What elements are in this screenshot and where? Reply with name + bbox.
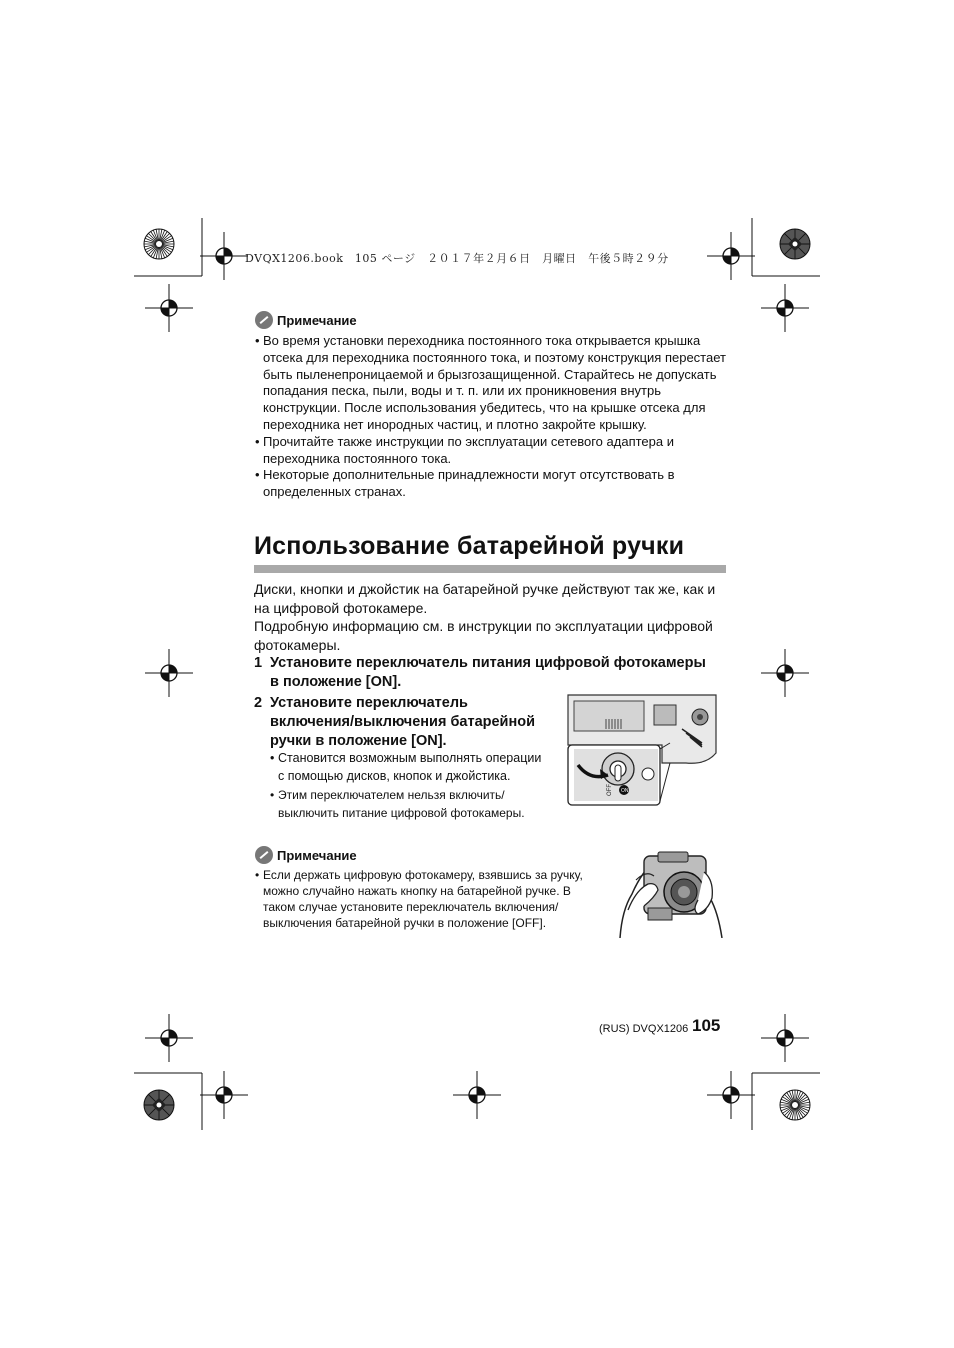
switch-off-label: OFF — [607, 784, 613, 796]
list-item: • Этим переключателем нельзя включить/выключить питание цифровой фотокамеры. — [270, 787, 550, 822]
pencil-note-icon — [255, 846, 273, 864]
footer-doc-code: (RUS) DVQX1206 — [599, 1023, 689, 1035]
note-block-1 — [255, 311, 727, 501]
note-block-2 — [255, 846, 605, 931]
page-number: 105 — [692, 1016, 721, 1035]
step-2-notes — [270, 750, 550, 824]
step-number: 2 — [254, 695, 263, 711]
intro-paragraph: Диски, кнопки и джойстик на батарейной ручке действуют так же, как и на цифровой фотокамере. — [254, 581, 716, 616]
list-item: • Прочитайте также инструкции по эксплуатации сетевого адаптера и переходника постоянного тока. — [255, 434, 727, 468]
list-item: • Если держать цифровую фотокамеру, взявшись за ручку, можно случайно нажать кнопку на батарейной ручке. В таком случае установите переключатель включения/выключения батарейной ручки в положение [OFF]. — [255, 867, 605, 931]
switch-on-label: ON — [621, 788, 629, 794]
section-title: Использование батарейной ручки — [254, 532, 685, 560]
note-title: Примечание — [277, 312, 357, 328]
note-title: Примечание — [277, 847, 357, 863]
note-list — [255, 333, 727, 501]
step-1 — [254, 654, 714, 692]
step-text: Установите переключатель включения/выключения батарейной ручки в положение [ON]. — [270, 695, 536, 749]
title-underline-bar — [254, 565, 726, 573]
note-list — [255, 867, 605, 931]
pencil-note-icon — [255, 311, 273, 329]
step-text: Установите переключатель питания цифровой фотокамеры в положение [ON]. — [270, 655, 706, 690]
section-intro — [254, 580, 726, 654]
print-header: DVQX1206.book 105 ページ ２０１７年２月６日 月曜日 午後５時２９分 — [245, 252, 669, 265]
list-item: • Во время установки переходника постоянного тока открывается крышка отсека для переходника постоянного тока, и поэтому конструкция перестает быть пыленепроницаемой и брызгозащищенной. Старайтесь не допускать попадания песка, пыли, воды и т. п. или их проникновения внутрь конструкции. После использования убедитесь, что на крышке отсека для переходника нет инородных частиц, и плотно закройте крышку. — [255, 333, 727, 434]
grip-switch-illustration — [566, 693, 718, 807]
list-item: • Некоторые дополнительные принадлежности могут отсутствовать в определенных странах. — [255, 467, 727, 501]
hands-holding-camera-illustration — [618, 850, 726, 938]
intro-paragraph: Подробную информацию см. в инструкции по эксплуатации цифровой фотокамеры. — [254, 618, 713, 653]
step-number: 1 — [254, 655, 263, 671]
step-2 — [254, 694, 554, 751]
list-item: • Становится возможным выполнять операции с помощью дисков, кнопок и джойстика. — [270, 750, 550, 785]
